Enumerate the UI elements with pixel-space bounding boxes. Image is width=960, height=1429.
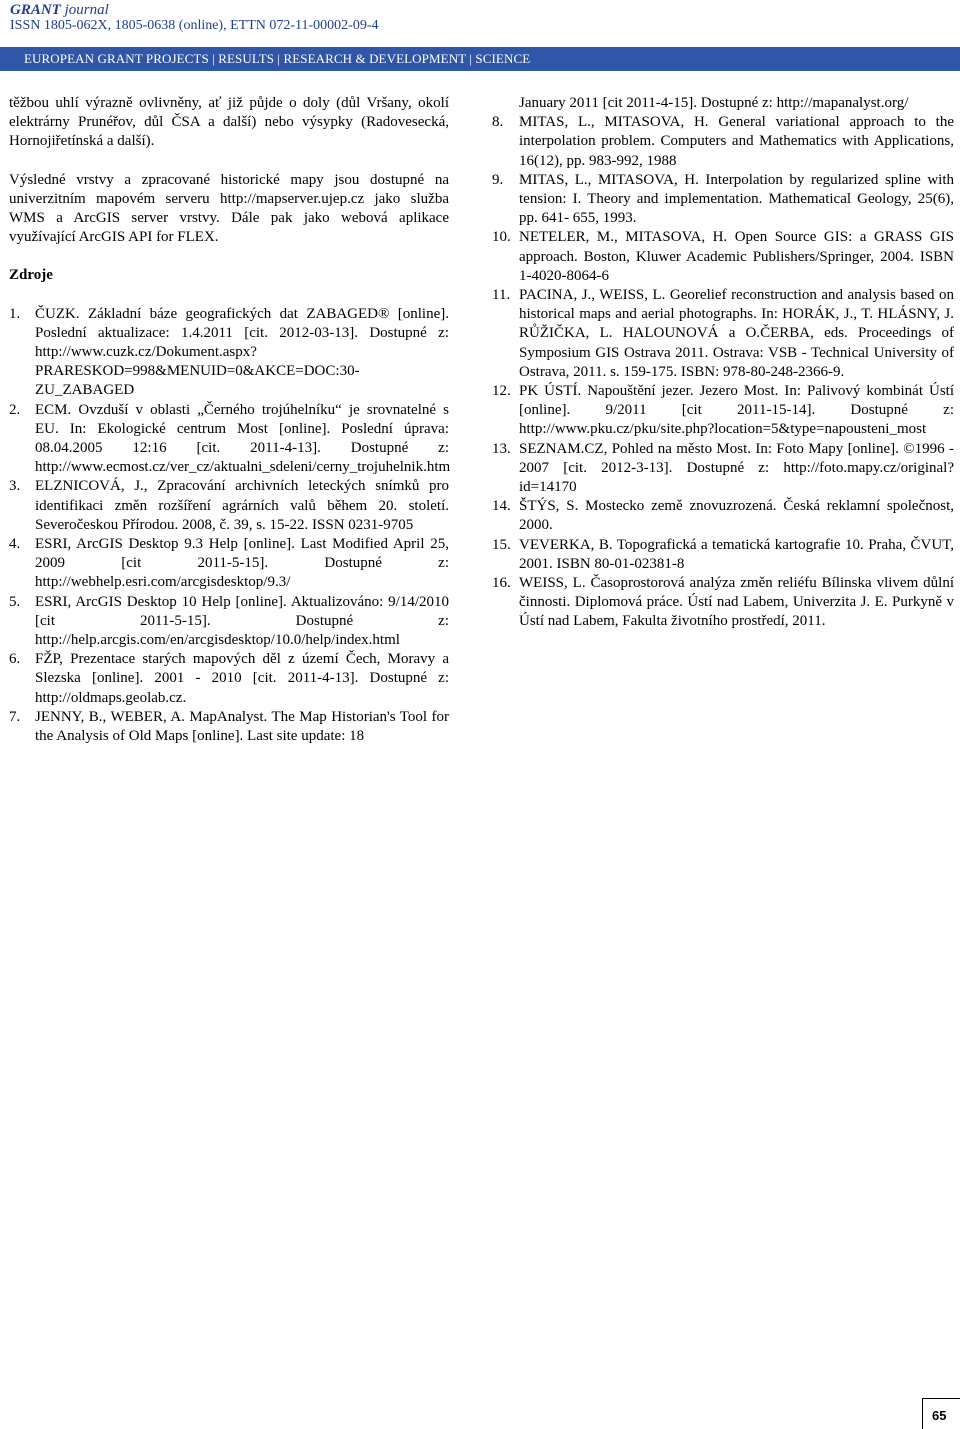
reference-text: ECM. Ovzduší v oblasti „Černého trojúhelníku“ je srovnatelné s EU. In: Ekologické centrum Most [online]. Poslední úprava: 08.04.2005 12:16 [cit. 2011-4-13]. Dostupné z: http://www.ecmost.cz/ver_cz/aktualni_sdeleni/cerny_trojuhelnik.htm (35, 401, 451, 476)
reference-number: 4. (9, 536, 21, 553)
reference-text: ESRI, ArcGIS Desktop 10 Help [online]. Aktualizováno: 9/14/2010 [cit 2011-5-15]. Dostupné z: http://help.arcgis.com/en/arcgisdesktop/10.0/help/index.html (35, 593, 449, 649)
reference-number: 11. (492, 287, 511, 304)
reference-text: FŽP, Prezentace starých mapových děl z území Čech, Moravy a Slezska [online]. 2001 - 2010 [cit. 2011-4-13]. Dostupné z: http://oldmaps.geolab.cz. (35, 651, 449, 706)
reference-number: 14. (492, 498, 511, 515)
reference-item (492, 113, 954, 171)
reference-continuation (492, 94, 954, 113)
left-column (9, 94, 449, 746)
reference-text: SEZNAM.CZ, Pohled na město Most. In: Foto Mapy [online]. ©1996 - 2007 [cit. 2012-3-13]. Dostupné z: http://foto.mapy.cz/original?id=14170 (519, 440, 954, 496)
reference-list (9, 305, 449, 747)
reference-text: ESRI, ArcGIS Desktop 9.3 Help [online]. Last Modified April 25, 2009 [cit 2011-5-15]. Dostupné z: http://webhelp.esri.com/arcgisdesktop/9.3/ (35, 536, 449, 591)
reference-text: ČUZK. Základní báze geografických dat ZABAGED® [online]. Poslední aktualizace: 1.4.2011 [cit. 2012-03-13]. Dostupné z: http://www.cuzk.cz/Dokument.aspx?PRARESKOD=998&MENUID=0&AKCE=DOC:30-ZU_ZABAGED (35, 305, 449, 399)
reference-item (492, 382, 954, 440)
issn-line: ISSN 1805-062X, 1805-0638 (online), ETTN 072-11-00002-09-4 (10, 18, 379, 33)
reference-number: 16. (492, 575, 511, 592)
header-banner (0, 47, 960, 71)
reference-item (492, 228, 954, 286)
reference-text: ELZNICOVÁ, J., Zpracování archivních leteckých snímků pro identifikaci změn rozšíření agrárních valů během 20. století. Severočeskou Přírodou. 2008, č. 39, s. 15-22. ISSN 0231-9705 (35, 478, 449, 533)
reference-item (9, 593, 449, 651)
reference-item (9, 650, 449, 708)
sources-heading: Zdroje (9, 267, 53, 284)
banner-text: EUROPEAN GRANT PROJECTS | RESULTS | RESEARCH & DEVELOPMENT | SCIENCE (24, 51, 531, 66)
reference-text: PACINA, J., WEISS, L. Georelief reconstruction and analysis based on historical maps and aerial photographs. In: HORÁK, J., T. HLÁSNY, J. RŮŽIČKA, L. HALOUNOVÁ a O.ČERBA, eds. Proceedings of Symposium GIS Ostrava 2011. Ostrava: VSB - Technical University of Ostrava, 2011. s. 159-175. ISBN: 978-80-248-2366-9. (519, 287, 954, 380)
reference-number: 15. (492, 536, 511, 553)
reference-text: MITAS, L., MITASOVA, H. General variational approach to the interpolation problem. Computers and Mathematics with Applications, 16(12), pp. 983-992, 1988 (519, 114, 954, 169)
reference-item (9, 477, 449, 535)
reference-item (492, 536, 954, 574)
page-number: 65 (932, 1408, 947, 1423)
reference-item (9, 401, 449, 478)
reference-item (9, 708, 449, 746)
right-column (492, 94, 954, 632)
reference-number: 10. (492, 229, 511, 246)
reference-text: PK ÚSTÍ. Napouštění jezer. Jezero Most. In: Palivový kombinát Ústí [online]. 9/2011 [cit 2011-15-14]. Dostupné z: http://www.pku.cz/pku/site.php?location=5&type=napousteni_most (519, 383, 954, 438)
journal-title-journal: journal (64, 2, 109, 18)
reference-number: 7. (9, 708, 21, 725)
reference-text: ŠTÝS, S. Mostecko země znovuzrozená. Česká reklamní společnost, 2000. (519, 498, 954, 534)
reference-text: NETELER, M., MITASOVA, H. Open Source GIS: a GRASS GIS approach. Boston, Kluwer Academic Publishers/Springer, 2004. ISBN 1-4020-8064-6 (519, 229, 954, 284)
reference-list (492, 94, 954, 632)
body-paragraph: Výsledné vrstvy a zpracované historické mapy jsou dostupné na univerzitním mapovém serveru http://mapserver.ujep.cz jako služba WMS a ArcGIS server vrstvy. Dále pak jako webová aplikace využívající ArcGIS API for FLEX. (9, 171, 449, 246)
reference-item (9, 535, 449, 593)
reference-text: January 2011 [cit 2011-4-15]. Dostupné z: http://mapanalyst.org/ (519, 95, 909, 111)
reference-item (492, 286, 954, 382)
reference-number: 3. (9, 478, 21, 495)
reference-text: MITAS, L., MITASOVA, H. Interpolation by regularized spline with tension: I. Theory and implementation. Mathematical Geology, 25(6), pp. 641- 655, 1993. (519, 171, 954, 227)
journal-title (10, 2, 109, 19)
reference-item (492, 440, 954, 498)
reference-item (492, 171, 954, 229)
reference-number: 9. (492, 171, 504, 188)
reference-text: JENNY, B., WEBER, A. MapAnalyst. The Map Historian's Tool for the Analysis of Old Maps [online]. Last site update: 18 (35, 708, 449, 745)
reference-text: WEISS, L. Časoprostorová analýza změn reliéfu Bílinska vlivem důlní činnosti. Diplomová práce. Ústí nad Labem, Univerzita J. E. Purkyně v Ústí nad Labem, Fakulta životního prostředí, 2011. (519, 575, 954, 630)
reference-number: 1. (9, 305, 21, 322)
journal-title-grant: GRANT (10, 2, 61, 18)
reference-number: 6. (9, 651, 21, 668)
reference-item (492, 497, 954, 535)
reference-text: VEVERKA, B. Topografická a tematická kartografie 10. Praha, ČVUT, 2001. ISBN 80-01-02381-8 (519, 536, 954, 572)
reference-number: 5. (9, 593, 21, 610)
reference-item (492, 574, 954, 632)
reference-number: 13. (492, 440, 511, 457)
reference-number: 12. (492, 383, 511, 400)
reference-number: 8. (492, 114, 504, 131)
reference-item (9, 305, 449, 401)
reference-number: 2. (9, 401, 21, 418)
body-paragraph: těžbou uhlí výrazně ovlivněny, ať již půjde o doly (důl Vršany, okolí elektrárny Prunéřov, důl ČSA a další) nebo výsypky (Radovesecká, Hornojiřetínská a další). (9, 95, 449, 150)
